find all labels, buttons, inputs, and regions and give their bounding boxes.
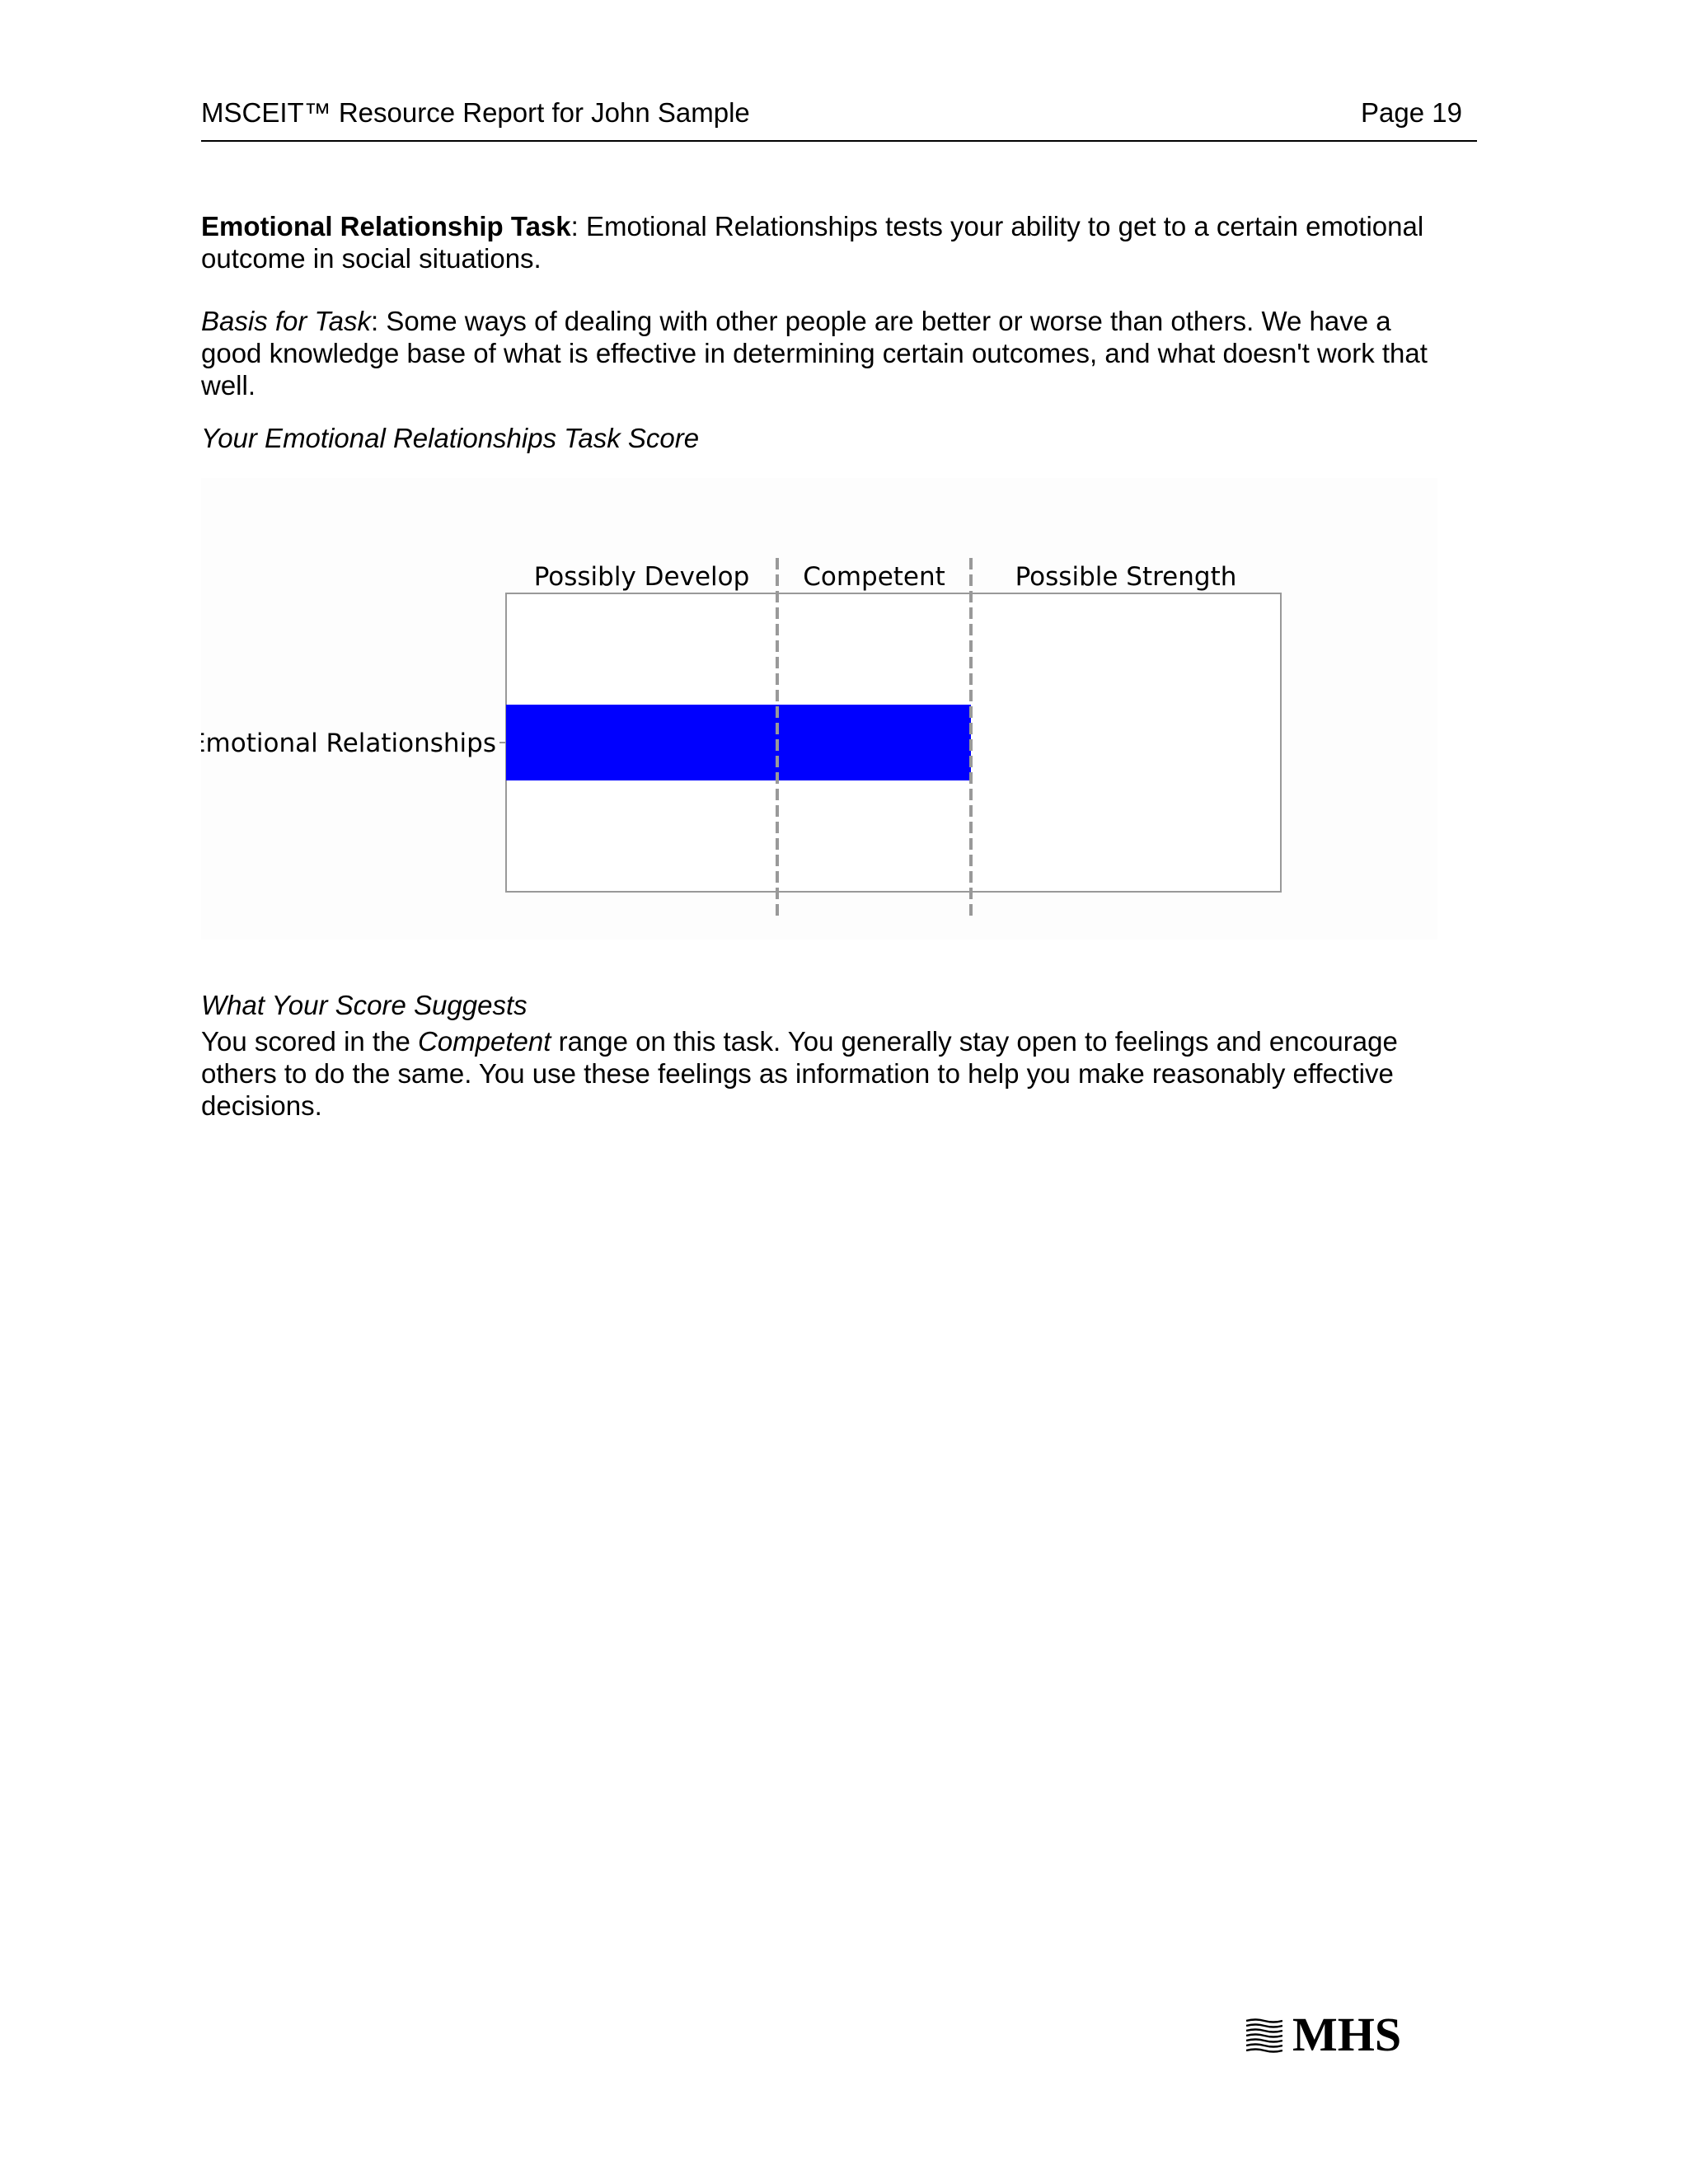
range-label-possibly-develop: Possibly Develop [533, 562, 750, 592]
basis-text: : Some ways of dealing with other people are better or worse than others. We have a good knowledge base of what is effective in determining certain outcomes, and what doesn't work that well. [201, 306, 1428, 401]
suggests-pre: You scored in the [201, 1026, 418, 1057]
mhs-logo [1246, 2009, 1419, 2059]
mhs-wave-icon [1246, 2018, 1282, 2054]
task-description [201, 210, 1454, 274]
score-bar [506, 705, 971, 780]
score-heading: Your Emotional Relationships Task Score [201, 423, 700, 453]
task-desc-text: : Emotional Relationships tests your ability to get to a certain emotional outcome in social situations. [201, 211, 1424, 274]
task-name: Emotional Relationship Task [201, 211, 571, 241]
suggests-paragraph [201, 1025, 1454, 1122]
page-number: Page 19 [1361, 97, 1462, 128]
suggests-post: range on this task. You generally stay open to feelings and encourage others to do the same. You use these feelings as information to help you make reasonably effective decisions. [201, 1026, 1398, 1121]
basis-label: Basis for Task [201, 306, 372, 336]
mhs-logo-text: MHS [1292, 2008, 1402, 2061]
suggests-range: Competent [417, 1026, 551, 1057]
report-title: MSCEIT™ Resource Report for John Sample [201, 97, 750, 128]
range-label-competent: Competent [803, 562, 945, 592]
score-chart [201, 478, 1437, 940]
score-chart-svg [201, 478, 1437, 940]
suggests-heading: What Your Score Suggests [201, 990, 528, 1020]
page-header [201, 97, 1477, 142]
category-label: Emotional Relationships [201, 729, 496, 758]
basis-paragraph [201, 305, 1454, 401]
range-label-possible-strength: Possible Strength [1015, 562, 1237, 592]
